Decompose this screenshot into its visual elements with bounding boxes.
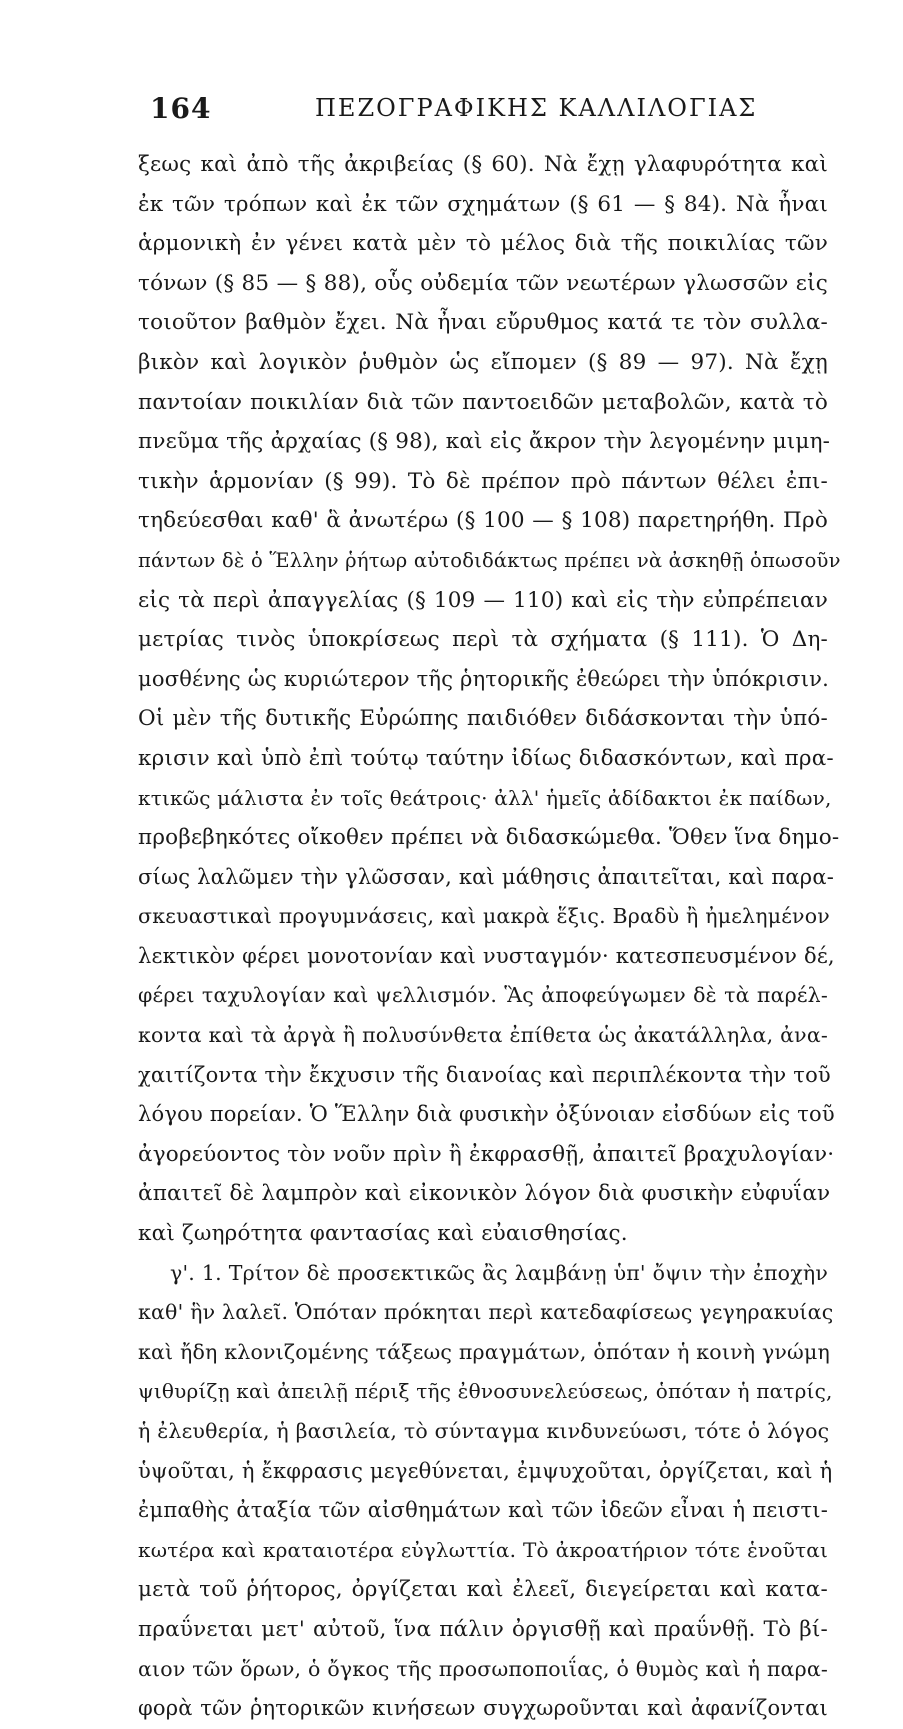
text-line: κωτέρα καὶ κραταιοτέρα εὐγλωττία. Τὸ ἀκροατήριον τότε ἑνοῦται [138, 1537, 828, 1562]
text-line: μοσθένης ὡς κυριώτερον τῆς ῥητορικῆς ἐθεώρει τὴν ὑπόκρισιν. [138, 666, 829, 691]
text-line: σκευαστικαὶ προγυμνάσεις, καὶ μακρὰ ἕξις. Βραδὺ ἢ ἠμελημένον [138, 904, 830, 929]
text-line: καὶ ἤδη κλονιζομένης τάξεως πραγμάτων, ὁπόταν ἡ κοινὴ γνώμη [138, 1339, 830, 1364]
text-line: εἰς τὰ περὶ ἀπαγγελίας (§ 109 — 110) καὶ εἰς τὴν εὐπρέπειαν [138, 587, 828, 613]
text-line: λόγου πορείαν. Ὁ Ἕλλην διὰ φυσικὴν ὀξύνοιαν εἰσδύων εἰς τοῦ [138, 1102, 835, 1127]
text-line: κρισιν καὶ ὑπὸ ἐπὶ τούτῳ ταύτην ἰδίως διδασκόντων, καὶ πρα- [138, 745, 834, 771]
text-line: μετρίας τινὸς ὑποκρίσεως περὶ τὰ σχήματα (§ 111). Ὁ Δη- [138, 627, 828, 653]
text-line: τόνων (§ 85 — § 88), οὗς οὐδεμία τῶν νεωτέρων γλωσσῶν εἰς [138, 270, 828, 296]
text-line: λεκτικὸν φέρει μονοτονίαν καὶ νυσταγμόν· κατεσπευσμένον δέ, [138, 943, 835, 968]
text-line: αιον τῶν ὅρων, ὁ ὄγκος τῆς προσωποποιΐας, ὁ θυμὸς καὶ ἡ παρα- [138, 1656, 828, 1681]
text-line: ἀγορεύοντος τὸν νοῦν πρὶν ἢ ἐκφρασθῇ, ἀπαιτεῖ βραχυλογίαν· [138, 1141, 835, 1167]
text-line: κοντα καὶ τὰ ἀργὰ ἢ πολυσύνθετα ἐπίθετα ὡς ἀκατάλληλα, ἀνα- [138, 1023, 828, 1048]
text-line: μετὰ τοῦ ῥήτορος, ὀργίζεται καὶ ἐλεεῖ, διεγείρεται καὶ κατα- [138, 1577, 828, 1603]
text-line: ξεως καὶ ἀπὸ τῆς ἀκριβείας (§ 60). Νὰ ἔχῃ γλαφυρότητα καὶ [138, 152, 828, 177]
text-line: φορὰ τῶν ῥητορικῶν κινήσεων συγχωροῦνται καὶ ἀφανίζονται [138, 1696, 828, 1721]
text-line: πνεῦμα τῆς ἀρχαίας (§ 98), καὶ εἰς ἄκρον τὴν λεγομένην μιμη- [138, 429, 831, 455]
text-line: ὑψοῦται, ἡ ἔκφρασις μεγεθύνεται, ἐμψυχοῦται, ὀργίζεται, καὶ ἡ [138, 1458, 833, 1483]
text-line: καθ' ἣν λαλεῖ. Ὁπόταν πρόκηται περὶ κατεδαφίσεως γεγηρακυίας [138, 1300, 834, 1325]
text-line: γ'. 1. Τρίτον δὲ προσεκτικῶς ἂς λαμβάνῃ ὑπ' ὄψιν τὴν ἐποχὴν [170, 1260, 828, 1285]
text-line: καὶ ζωηρότητα φαντασίας καὶ εὐαισθησίας. [138, 1221, 628, 1247]
text-line: προβεβηκότες οἴκοθεν πρέπει νὰ διδασκώμεθα. Ὅθεν ἵνα δημο- [138, 825, 840, 851]
text-line: χαιτίζοντα τὴν ἔκχυσιν τῆς διανοίας καὶ περιπλέκοντα τὴν τοῦ [138, 1062, 831, 1087]
text-line: τικὴν ἁρμονίαν (§ 99). Τὸ δὲ πρέπον πρὸ πάντων θέλει ἐπι- [138, 468, 828, 494]
text-line: φέρει ταχυλογίαν καὶ ψελλισμόν. Ἃς ἀποφεύγωμεν δὲ τὰ παρέλ- [138, 983, 828, 1008]
text-line: ψιθυρίζῃ καὶ ἀπειλῇ πέριξ τῆς ἐθνοσυνελεύσεως, ὁπόταν ἡ πατρίς, [138, 1379, 833, 1404]
text-line: Οἱ μὲν τῆς δυτικῆς Εὐρώπης παιδιόθεν διδάσκονται τὴν ὑπό- [138, 706, 828, 732]
text-line: βικὸν καὶ λογικὸν ῥυθμὸν ὡς εἴπομεν (§ 89 — 97). Νὰ ἔχῃ [138, 349, 828, 375]
text-line: παντοίαν ποικιλίαν διὰ τῶν παντοειδῶν μεταβολῶν, κατὰ τὸ [138, 389, 828, 415]
text-line: τοιοῦτον βαθμὸν ἔχει. Νὰ ἦναι εὔρυθμος κατά τε τὸν συλλα- [138, 310, 828, 336]
text-line: ἐμπαθὴς ἀταξία τῶν αἰσθημάτων καὶ τῶν ἰδεῶν εἶναι ἡ πειστι- [138, 1498, 828, 1523]
text-line: πάντων δὲ ὁ Ἕλλην ῥήτωρ αὐτοδιδάκτως πρέπει νὰ ἀσκηθῇ ὁπωσοῦν [138, 548, 841, 572]
text-line: ἀπαιτεῖ δὲ λαμπρὸν καὶ εἰκονικὸν λόγον διὰ φυσικὴν εὐφυΐαν [138, 1181, 831, 1207]
page-header [150, 92, 840, 132]
text-line: κτικῶς μάλιστα ἐν τοῖς θεάτροις· ἀλλ' ἡμεῖς ἀδίδακτοι ἐκ παίδων, [138, 785, 832, 810]
text-line: ἐκ τῶν τρόπων καὶ ἐκ τῶν σχημάτων (§ 61 — § 84). Νὰ ἦναι [138, 191, 828, 217]
page-number: 164 [150, 92, 212, 125]
body-text [138, 145, 841, 1729]
text-line: πραΰνεται μετ' αὐτοῦ, ἵνα πάλιν ὀργισθῇ καὶ πραΰνθῇ. Τὸ βί- [138, 1616, 828, 1642]
text-line: τηδεύεσθαι καθ' ἃ ἀνωτέρω (§ 100 — § 108) παρετηρήθη. Πρὸ [138, 508, 828, 534]
running-title: ΠΕΖΟΓΡΑΦΙΚΗΣ ΚΑΛΛΙΛΟΓΙΑΣ [315, 94, 758, 122]
text-line: ἁρμονικὴ ἐν γένει κατὰ μὲν τὸ μέλος διὰ τῆς ποικιλίας τῶν [138, 231, 828, 257]
text-line: ἡ ἐλευθερία, ἡ βασιλεία, τὸ σύνταγμα κινδυνεύωσι, τότε ὁ λόγος [138, 1419, 830, 1443]
text-line: σίως λαλῶμεν τὴν γλῶσσαν, καὶ μάθησις ἀπαιτεῖται, καὶ παρα- [138, 864, 835, 889]
